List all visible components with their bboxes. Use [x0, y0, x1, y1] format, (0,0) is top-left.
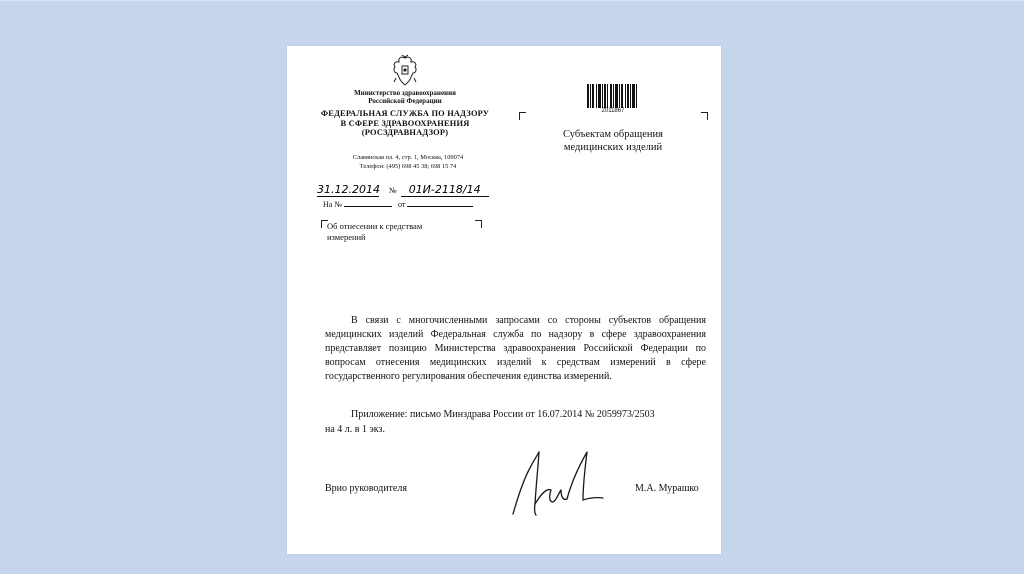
phone-line: Телефон: (495) 698 45 38; 698 15 74 — [359, 163, 457, 170]
signature — [499, 444, 609, 522]
from-label: от — [397, 200, 406, 209]
attachment-label: Приложение: — [351, 409, 408, 420]
address-block — [323, 153, 493, 171]
on-label: На № — [323, 200, 342, 209]
registration-line — [317, 180, 493, 200]
attachment-pages: на 4 л. в 1 экз. — [325, 424, 385, 435]
body-text — [325, 314, 706, 384]
signer-name: М.А. Мурашко — [635, 483, 699, 494]
service-name: ФЕДЕРАЛЬНАЯ СЛУЖБА ПО НАДЗОРУ В СФЕРЕ ЗДРАВООХРАНЕНИЯ (РОСЗДРАВНАДЗОР) — [320, 109, 490, 137]
attachment-block — [325, 407, 706, 437]
reference-line — [323, 200, 493, 209]
recipient-corner-left — [519, 112, 526, 120]
from-blank — [407, 206, 473, 207]
attachment-text: письмо Минздрава России от 16.07.2014 № 2059973/2503 — [409, 409, 655, 420]
body-paragraph: В связи с многочисленными запросами со стороны субъектов обращения медицинских изделий Федеральная служба по надзору в сфере здравоохранения представляет позицию Министерства здравоохранения Российской Федерации по вопросам отнесения медицинских изделий к средствам измерений в сфере государственного регулирования обеспечения единства измерений. — [325, 315, 706, 382]
reg-number: 01И-2118/14 — [401, 183, 489, 197]
recipient: Субъектам обращения медицинских изделий — [563, 129, 663, 153]
coat-of-arms-icon — [390, 54, 420, 88]
reg-date: 31.12.2014 — [317, 183, 380, 196]
letter-page — [287, 46, 721, 554]
recipient-corner-right — [701, 112, 708, 120]
subject-line: Об отнесении к средствам измерений — [327, 221, 423, 242]
signer-title: Врио руководителя — [325, 483, 407, 494]
on-blank — [344, 206, 392, 207]
barcode-number: 2011867 — [601, 108, 625, 114]
subject-corner-right — [475, 220, 482, 228]
barcode-icon — [587, 84, 639, 108]
ministry-name: Министерство здравоохранения Российской Федерации — [354, 89, 456, 105]
address-line: Славянская пл. 4, стр. 1, Москва, 109074 — [352, 154, 464, 161]
number-sign: № — [389, 186, 397, 195]
